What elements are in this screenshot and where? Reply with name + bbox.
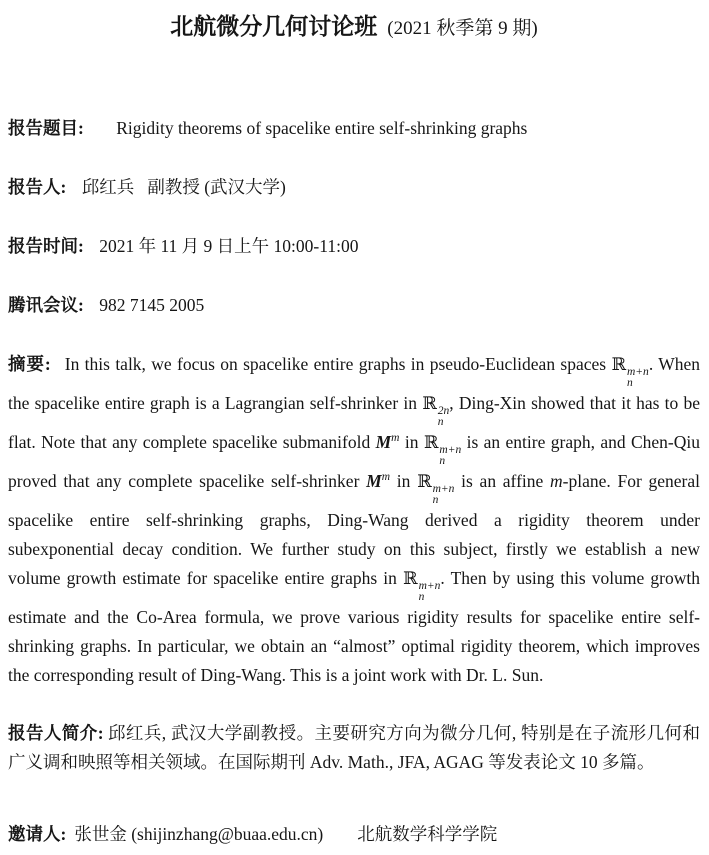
math-symbol: ℝ m+n n — [423, 432, 462, 468]
talk-title-label: 报告题目: — [8, 118, 84, 138]
abstract-body: In this talk, we focus on spacelike entire graphs in pseudo-Euclidean spaces ℝ m+n n . When the spacelike entire graph is a Lagrangian self-shrinker in ℝ 2n n , Ding-Xin showed that it has to be flat. Note that any complete spacelike submanifold $M^m$ in ℝ m+n n is an entire graph, and Chen-Qiu proved that any complete spacelike self-shrinker $M^m$ in ℝ m+n n is an affine m-plane. For general spacelike entire self-shrinking graphs, Ding-Wang derived a rigidity theorem under subexponential decay condition. We further study on this subject, firstly we establish a new volume growth estimate for spacelike entire graphs in ℝ m+n n . Then by using this volume growth estimate and the Co-Area formula, we prove various rigidity results for spacelike entire self-shrinking graphs. In particular, we obtain an “almost” optimal rigidity theorem, which improves the corresponding result of Ding-Wang. This is a joint work with Dr. L. Sun. — [8, 354, 701, 686]
math-symbol: $M^m$ — [366, 471, 390, 492]
inviter-label: 邀请人: — [8, 824, 67, 845]
abstract-paragraph — [8, 350, 700, 690]
math-symbol: ℝ m+n n — [417, 471, 455, 507]
tencent-meeting-id: 982 7145 2005 — [99, 295, 205, 315]
field-row-talk-title — [8, 117, 700, 139]
speaker-bio-label: 报告人简介: — [8, 723, 104, 744]
abstract-label: 摘要: — [8, 354, 51, 374]
seminar-series-title: 北航微分几何讨论班 — [170, 14, 378, 39]
field-row-time — [8, 235, 700, 257]
speaker-bio-text: 邱红兵, 武汉大学副教授。主要研究方向为微分几何, 特别是在子流形几何和广义调和映照等相关领域。在国际期刊 Adv. Math., JFA, AGAG 等发表论文 10 多篇。 — [8, 723, 700, 773]
math-symbol: ℝ m+n n — [611, 354, 649, 390]
math-symbol: ℝ m+n n — [403, 568, 441, 604]
time-value: 2021 年 11 月 9 日上午 10:00-11:00 — [99, 236, 359, 256]
inviter-name-email: 张世金 (shijinzhang@buaa.edu.cn) — [74, 824, 324, 845]
field-row-speaker — [8, 176, 700, 198]
speaker-bio-paragraph — [8, 719, 700, 777]
math-symbol: ℝ 2n n — [422, 393, 450, 429]
time-label: 报告时间: — [8, 236, 84, 256]
inviter-row — [8, 823, 700, 845]
speaker-value: 邱红兵 副教授 (武汉大学) — [81, 177, 286, 197]
math-symbol: $M^m$ — [375, 432, 400, 453]
page-title — [8, 8, 700, 49]
seminar-issue-number: (2021 秋季第 9 期) — [387, 18, 538, 39]
field-row-tencent-meeting — [8, 294, 700, 316]
inviter-affiliation: 北航数学科学学院 — [357, 824, 498, 845]
speaker-label: 报告人: — [8, 177, 67, 197]
talk-title-value: Rigidity theorems of spacelike entire self-shrinking graphs — [116, 118, 528, 138]
tencent-meeting-label: 腾讯会议: — [8, 295, 84, 315]
